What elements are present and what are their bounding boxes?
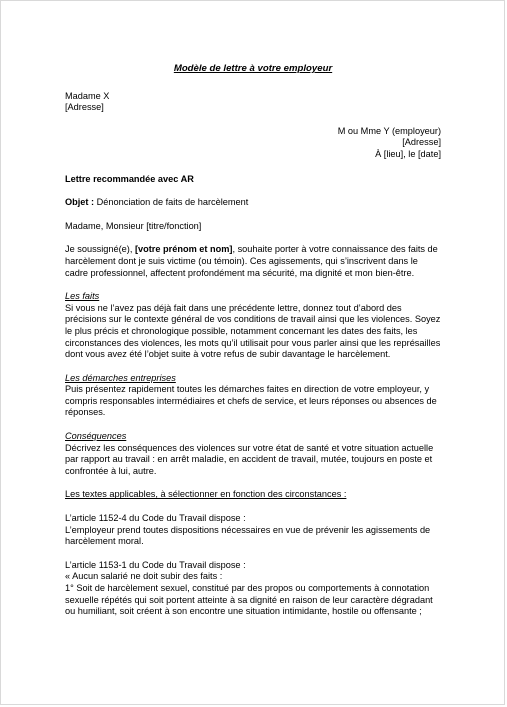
article-heading: L’article 1153-1 du Code du Travail dispose : [65, 559, 246, 570]
section-title: Les démarches entreprises [65, 372, 176, 383]
sender-name: M ou Mme Y (employeur) [337, 125, 441, 136]
article-line: 1° Soit de harcèlement sexuel, constitué par des propos ou comportements à connotation sexuelle répétés qui soit portent atteinte à sa dignité en raison de leur caractère dégradant ou humiliant, soit créent à son encontre une situation intimidante, hostile ou offensante ; [65, 583, 433, 617]
intro-after: , souhaite porter à votre connaissance des faits de harcèlement dont je suis victime (ou témoin). Ces agissements, qui s’inscrivent dans le cadre professionnel, affectent profondément ma sécurité, ma dignité et mon bien-être. [65, 244, 438, 278]
applicable-texts-heading: Les textes applicables, à sélectionner en fonction des circonstances : [65, 489, 347, 500]
section-steps [65, 373, 441, 419]
intro-before: Je soussigné(e), [65, 244, 135, 255]
letter-body [65, 63, 441, 618]
intro-name-placeholder: [votre prénom et nom] [134, 244, 233, 255]
sender-block [65, 126, 441, 161]
recipient-name: Madame X [65, 90, 110, 101]
article-line: L’employeur prend toutes dispositions nécessaires en vue de prévenir les agissements de harcèlement moral. [65, 524, 431, 547]
article-heading: L’article 1152-4 du Code du Travail dispose : [65, 513, 246, 524]
delivery-mode: Lettre recommandée avec AR [65, 173, 194, 184]
section-consequences [65, 431, 441, 477]
section-text: Si vous ne l’avez pas déjà fait dans une précédente lettre, donnez tout d’abord des précisions sur le contexte général de vos conditions de travail ainsi que les violences. Soyez le plus précis et chronologique possible, notamment concernant les dates des faits, les circonstances des violences, les mots qu’il utilisait pour vous parler ainsi que les représailles dont vous avez été l’objet suite à votre refus de subir davantage le harcèlement. [65, 302, 441, 360]
salutation: Madame, Monsieur [titre/fonction] [65, 220, 202, 231]
document-title: Modèle de lettre à votre employeur [173, 63, 333, 74]
sender-place-date: À [lieu], le [date] [375, 148, 441, 159]
intro-paragraph [65, 244, 441, 279]
recipient-address: [Adresse] [65, 102, 104, 113]
article-1152-4 [65, 513, 441, 548]
article-1153-1 [65, 560, 441, 618]
object-line [65, 197, 441, 209]
section-text: Décrivez les conséquences des violences sur votre état de santé et votre situation actuelle par rapport au travail : en arrêt maladie, en accident de travail, mutée, toujours en poste et confrontée à lui, autre. [65, 442, 434, 476]
section-title: Conséquences [65, 431, 127, 442]
section-facts [65, 291, 441, 361]
article-line: « Aucun salarié ne doit subir des faits : [65, 571, 223, 582]
object-label: Objet : [65, 197, 95, 208]
object-text: Dénonciation de faits de harcèlement [94, 197, 249, 208]
sender-address: [Adresse] [402, 137, 441, 148]
section-title: Les faits [65, 291, 100, 302]
section-text: Puis présentez rapidement toutes les démarches faites en direction de votre employeur, y compris responsables intermédiaires et chefs de service, et leurs réponses ou absences de réponses. [65, 384, 437, 418]
